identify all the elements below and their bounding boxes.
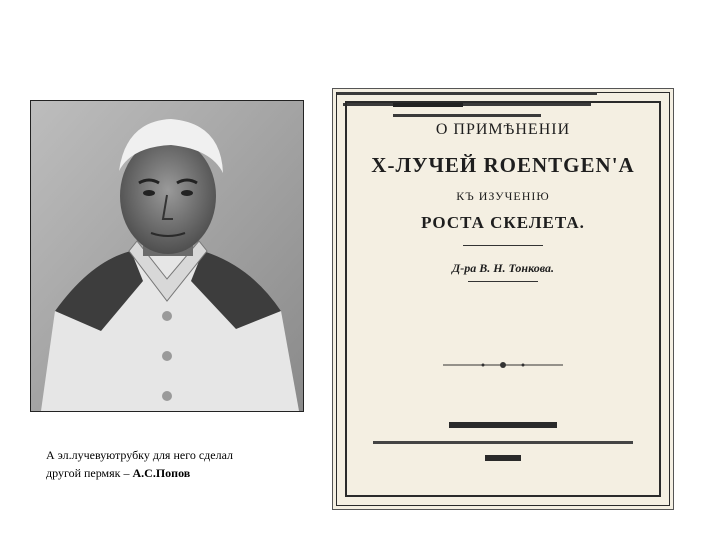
publisher-line [373,439,633,447]
title-line-1: О ПРИМѢНЕНІИ [435,121,571,138]
caption-line-2 [46,464,316,482]
author-divider [468,281,538,282]
publisher-city [443,419,563,431]
author-line: Д-ра В. Н. Тонкова. [452,261,554,275]
title-line-4: РОСТА СКЕЛЕТА. [421,213,585,232]
portrait-image [31,101,303,411]
title-line-2: Х-ЛУЧЕЙ ROENTGEN'А [371,153,635,177]
caption-line-2-name: А.С.Попов [132,466,191,480]
ornament-divider [443,357,563,373]
title-divider [463,245,543,246]
caption-line-1: А эл.лучевуютрубку для него сделал [46,448,233,462]
publication-year [483,453,523,463]
caption [46,446,316,482]
book-title-page [332,88,674,510]
title-line-3: КЪ ИЗУЧЕНІЮ [456,189,550,203]
caption-line-2-text: другой пермяк – [46,466,133,480]
portrait-photo [30,100,304,412]
